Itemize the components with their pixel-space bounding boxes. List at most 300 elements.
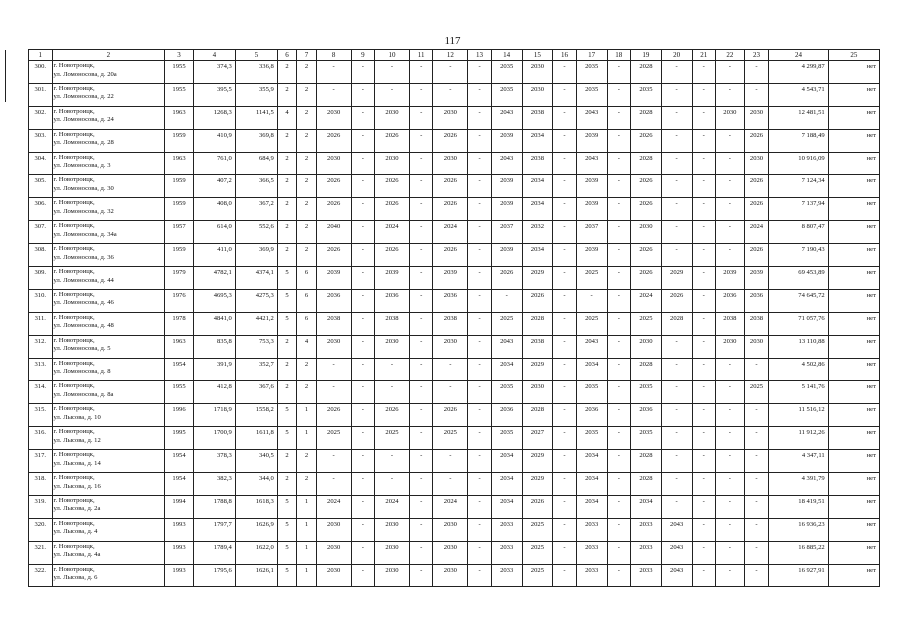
cell-col-10: 2025 <box>375 427 410 450</box>
cell-col-9: - <box>351 450 375 473</box>
cell-col-4: 378,3 <box>193 450 235 473</box>
cell-col-4: 382,3 <box>193 473 235 496</box>
cell-col-24: 69 453,89 <box>769 267 828 290</box>
address-cell <box>52 175 165 198</box>
cell-col-25: нет <box>828 175 879 198</box>
cell-col-5: 552,6 <box>235 221 277 244</box>
cell-col-6: 2 <box>277 198 296 221</box>
cell-col-24: 4 347,11 <box>769 450 828 473</box>
cell-col-18: - <box>607 541 631 564</box>
cell-col-10: 2030 <box>375 152 410 175</box>
cell-col-18: - <box>607 267 631 290</box>
row-number: 315. <box>29 404 53 427</box>
cell-col-7: 6 <box>297 289 316 312</box>
cell-col-24: 4 543,71 <box>769 83 828 106</box>
cell-col-3: 1954 <box>165 358 194 381</box>
column-header: 10 <box>375 50 410 61</box>
cell-col-6: 2 <box>277 221 296 244</box>
cell-col-10: 2026 <box>375 244 410 267</box>
cell-col-9: - <box>351 427 375 450</box>
cell-col-10: 2026 <box>375 129 410 152</box>
cell-col-6: 2 <box>277 129 296 152</box>
cell-col-22: 2030 <box>716 106 745 129</box>
cell-col-6: 2 <box>277 473 296 496</box>
cell-col-19: 2028 <box>631 152 662 175</box>
cell-col-20: - <box>661 427 692 450</box>
cell-col-22: - <box>716 152 745 175</box>
cell-col-16: - <box>553 244 577 267</box>
cell-col-9: - <box>351 61 375 84</box>
cell-col-3: 1954 <box>165 473 194 496</box>
cell-col-16: - <box>553 450 577 473</box>
cell-col-8: - <box>316 381 351 404</box>
cell-col-12: - <box>433 450 468 473</box>
row-number: 322. <box>29 564 53 587</box>
cell-col-9: - <box>351 289 375 312</box>
cell-col-21: - <box>692 404 716 427</box>
cell-col-4: 374,3 <box>193 61 235 84</box>
cell-col-15: 2026 <box>522 289 553 312</box>
cell-col-24: 4 299,87 <box>769 61 828 84</box>
cell-col-15: 2038 <box>522 106 553 129</box>
address-cell <box>52 198 165 221</box>
cell-col-9: - <box>351 129 375 152</box>
cell-col-17: 2039 <box>576 129 607 152</box>
row-number: 321. <box>29 541 53 564</box>
cell-col-13: - <box>468 404 492 427</box>
cell-col-8: 2026 <box>316 198 351 221</box>
address-street: ул. Ломоносова, д. 30 <box>53 184 114 192</box>
cell-col-17: 2034 <box>576 473 607 496</box>
cell-col-4: 410,9 <box>193 129 235 152</box>
cell-col-22: - <box>716 541 745 564</box>
cell-col-20: - <box>661 152 692 175</box>
cell-col-16: - <box>553 312 577 335</box>
cell-col-12: 2030 <box>433 518 468 541</box>
cell-col-21: - <box>692 244 716 267</box>
cell-col-7: 2 <box>297 83 316 106</box>
column-header: 18 <box>607 50 631 61</box>
cell-col-10: - <box>375 61 410 84</box>
table-row <box>29 541 880 564</box>
cell-col-9: - <box>351 473 375 496</box>
cell-col-7: 6 <box>297 312 316 335</box>
address-cell <box>52 427 165 450</box>
cell-col-20: - <box>661 198 692 221</box>
address-cell <box>52 106 165 129</box>
cell-col-11: - <box>409 495 433 518</box>
row-number: 300. <box>29 61 53 84</box>
cell-col-5: 753,3 <box>235 335 277 358</box>
cell-col-4: 1788,8 <box>193 495 235 518</box>
cell-col-21: - <box>692 129 716 152</box>
cell-col-11: - <box>409 106 433 129</box>
cell-col-8: - <box>316 61 351 84</box>
cell-col-9: - <box>351 541 375 564</box>
table-row <box>29 495 880 518</box>
cell-col-20: - <box>661 404 692 427</box>
column-header: 9 <box>351 50 375 61</box>
cell-col-6: 5 <box>277 404 296 427</box>
cell-col-18: - <box>607 564 631 587</box>
cell-col-13: - <box>468 198 492 221</box>
cell-col-20: - <box>661 495 692 518</box>
table-row <box>29 175 880 198</box>
address-city: г. Новотроицк, <box>53 84 95 92</box>
cell-col-18: - <box>607 289 631 312</box>
cell-col-16: - <box>553 129 577 152</box>
cell-col-20: - <box>661 450 692 473</box>
cell-col-19: 2024 <box>631 289 662 312</box>
cell-col-11: - <box>409 450 433 473</box>
cell-col-19: 2025 <box>631 312 662 335</box>
cell-col-8: 2025 <box>316 427 351 450</box>
cell-col-10: - <box>375 83 410 106</box>
cell-col-4: 1718,9 <box>193 404 235 427</box>
cell-col-3: 1959 <box>165 198 194 221</box>
cell-col-24: 18 419,51 <box>769 495 828 518</box>
cell-col-6: 5 <box>277 289 296 312</box>
cell-col-24: 16 885,22 <box>769 541 828 564</box>
row-number: 307. <box>29 221 53 244</box>
table-row <box>29 198 880 221</box>
cell-col-21: - <box>692 152 716 175</box>
cell-col-10: 2036 <box>375 289 410 312</box>
cell-col-17: 2034 <box>576 358 607 381</box>
address-city: г. Новотроицк, <box>53 199 95 207</box>
row-number: 311. <box>29 312 53 335</box>
cell-col-14: - <box>491 289 522 312</box>
address-city: г. Новотроицк, <box>53 153 95 161</box>
cell-col-18: - <box>607 83 631 106</box>
cell-col-10: 2030 <box>375 106 410 129</box>
address-street: ул. Лысова, д. 4 <box>53 528 98 536</box>
cell-col-8: 2024 <box>316 495 351 518</box>
cell-col-12: - <box>433 358 468 381</box>
cell-col-25: нет <box>828 495 879 518</box>
address-city: г. Новотроицк, <box>53 290 95 298</box>
cell-col-8: 2030 <box>316 335 351 358</box>
cell-col-21: - <box>692 450 716 473</box>
cell-col-20: 2043 <box>661 564 692 587</box>
cell-col-18: - <box>607 152 631 175</box>
cell-col-16: - <box>553 541 577 564</box>
cell-col-18: - <box>607 404 631 427</box>
cell-col-7: 1 <box>297 564 316 587</box>
table-row <box>29 312 880 335</box>
table-row <box>29 83 880 106</box>
cell-col-22: - <box>716 473 745 496</box>
cell-col-25: нет <box>828 358 879 381</box>
cell-col-24: 4 391,79 <box>769 473 828 496</box>
cell-col-6: 5 <box>277 564 296 587</box>
cell-col-12: 2025 <box>433 427 468 450</box>
cell-col-19: 2026 <box>631 198 662 221</box>
cell-col-11: - <box>409 518 433 541</box>
cell-col-13: - <box>468 61 492 84</box>
cell-col-10: 2030 <box>375 564 410 587</box>
cell-col-3: 1963 <box>165 106 194 129</box>
table-row <box>29 61 880 84</box>
cell-col-16: - <box>553 518 577 541</box>
row-number: 312. <box>29 335 53 358</box>
cell-col-7: 1 <box>297 427 316 450</box>
cell-col-9: - <box>351 358 375 381</box>
cell-col-4: 835,8 <box>193 335 235 358</box>
cell-col-19: 2036 <box>631 404 662 427</box>
address-cell <box>52 518 165 541</box>
cell-col-5: 352,7 <box>235 358 277 381</box>
cell-col-15: 2030 <box>522 61 553 84</box>
cell-col-23: - <box>744 473 769 496</box>
row-number: 318. <box>29 473 53 496</box>
row-number: 314. <box>29 381 53 404</box>
column-header: 5 <box>235 50 277 61</box>
cell-col-23: 2024 <box>744 221 769 244</box>
cell-col-14: 2035 <box>491 61 522 84</box>
cell-col-3: 1963 <box>165 152 194 175</box>
cell-col-25: нет <box>828 312 879 335</box>
cell-col-11: - <box>409 381 433 404</box>
cell-col-14: 2043 <box>491 152 522 175</box>
row-number: 304. <box>29 152 53 175</box>
cell-col-10: 2026 <box>375 404 410 427</box>
column-header: 20 <box>661 50 692 61</box>
cell-col-6: 2 <box>277 381 296 404</box>
row-number: 303. <box>29 129 53 152</box>
cell-col-7: 2 <box>297 381 316 404</box>
cell-col-13: - <box>468 221 492 244</box>
cell-col-12: 2024 <box>433 495 468 518</box>
cell-col-21: - <box>692 312 716 335</box>
cell-col-15: 2026 <box>522 495 553 518</box>
address-street: ул. Ломоносова, д. 46 <box>53 299 114 307</box>
cell-col-11: - <box>409 473 433 496</box>
table-row <box>29 518 880 541</box>
cell-col-22: - <box>716 564 745 587</box>
cell-col-11: - <box>409 541 433 564</box>
cell-col-8: 2030 <box>316 564 351 587</box>
row-number: 301. <box>29 83 53 106</box>
column-header: 16 <box>553 50 577 61</box>
cell-col-18: - <box>607 175 631 198</box>
cell-col-5: 4275,3 <box>235 289 277 312</box>
cell-col-6: 2 <box>277 83 296 106</box>
row-number: 320. <box>29 518 53 541</box>
cell-col-13: - <box>468 312 492 335</box>
row-number: 306. <box>29 198 53 221</box>
cell-col-22: - <box>716 358 745 381</box>
row-number: 317. <box>29 450 53 473</box>
cell-col-24: 11 516,12 <box>769 404 828 427</box>
cell-col-21: - <box>692 175 716 198</box>
cell-col-16: - <box>553 427 577 450</box>
column-header: 13 <box>468 50 492 61</box>
column-header: 19 <box>631 50 662 61</box>
cell-col-6: 2 <box>277 450 296 473</box>
cell-col-19: 2026 <box>631 267 662 290</box>
cell-col-10: 2026 <box>375 198 410 221</box>
cell-col-12: 2030 <box>433 564 468 587</box>
column-header: 22 <box>716 50 745 61</box>
cell-col-13: - <box>468 335 492 358</box>
row-number: 310. <box>29 289 53 312</box>
address-cell <box>52 381 165 404</box>
address-city: г. Новотроицк, <box>53 222 95 230</box>
cell-col-12: - <box>433 83 468 106</box>
cell-col-5: 1622,0 <box>235 541 277 564</box>
cell-col-12: 2026 <box>433 244 468 267</box>
cell-col-18: - <box>607 381 631 404</box>
cell-col-21: - <box>692 541 716 564</box>
cell-col-17: 2033 <box>576 564 607 587</box>
cell-col-7: 1 <box>297 495 316 518</box>
cell-col-25: нет <box>828 61 879 84</box>
cell-col-25: нет <box>828 564 879 587</box>
table-row <box>29 221 880 244</box>
cell-col-23: - <box>744 450 769 473</box>
address-cell <box>52 221 165 244</box>
cell-col-24: 16 927,91 <box>769 564 828 587</box>
cell-col-20: - <box>661 381 692 404</box>
address-city: г. Новотроицк, <box>53 474 95 482</box>
cell-col-19: 2035 <box>631 381 662 404</box>
cell-col-24: 12 481,51 <box>769 106 828 129</box>
cell-col-13: - <box>468 267 492 290</box>
cell-col-5: 1611,8 <box>235 427 277 450</box>
cell-col-5: 1558,2 <box>235 404 277 427</box>
table-row <box>29 450 880 473</box>
cell-col-23: - <box>744 427 769 450</box>
cell-col-4: 1795,6 <box>193 564 235 587</box>
cell-col-14: 2033 <box>491 564 522 587</box>
cell-col-7: 2 <box>297 152 316 175</box>
address-street: ул. Ломоносова, д. 28 <box>53 139 114 147</box>
cell-col-11: - <box>409 358 433 381</box>
address-street: ул. Лысова, д. 12 <box>53 436 101 444</box>
cell-col-14: 2026 <box>491 267 522 290</box>
cell-col-24: 8 807,47 <box>769 221 828 244</box>
cell-col-8: 2040 <box>316 221 351 244</box>
cell-col-9: - <box>351 83 375 106</box>
cell-col-14: 2043 <box>491 106 522 129</box>
column-header: 6 <box>277 50 296 61</box>
table-row <box>29 381 880 404</box>
cell-col-15: 2025 <box>522 564 553 587</box>
cell-col-22: 2030 <box>716 335 745 358</box>
cell-col-6: 5 <box>277 495 296 518</box>
cell-col-20: - <box>661 106 692 129</box>
cell-col-16: - <box>553 473 577 496</box>
cell-col-13: - <box>468 289 492 312</box>
address-city: г. Новотроицк, <box>53 565 95 573</box>
cell-col-23: 2025 <box>744 381 769 404</box>
cell-col-7: 2 <box>297 221 316 244</box>
cell-col-15: 2034 <box>522 175 553 198</box>
cell-col-5: 369,9 <box>235 244 277 267</box>
cell-col-15: 2029 <box>522 473 553 496</box>
cell-col-24: 7 190,43 <box>769 244 828 267</box>
cell-col-8: 2036 <box>316 289 351 312</box>
cell-col-22: - <box>716 427 745 450</box>
cell-col-20: - <box>661 335 692 358</box>
cell-col-24: 7 124,34 <box>769 175 828 198</box>
cell-col-25: нет <box>828 129 879 152</box>
column-header: 4 <box>193 50 235 61</box>
cell-col-20: - <box>661 221 692 244</box>
cell-col-19: 2028 <box>631 106 662 129</box>
address-city: г. Новотроицк, <box>53 268 95 276</box>
cell-col-5: 344,0 <box>235 473 277 496</box>
address-city: г. Новотроицк, <box>53 107 95 115</box>
cell-col-19: 2028 <box>631 358 662 381</box>
cell-col-25: нет <box>828 404 879 427</box>
table-row <box>29 289 880 312</box>
address-street: ул. Ломоносова, д. 8а <box>53 390 114 398</box>
cell-col-12: 2026 <box>433 198 468 221</box>
cell-col-16: - <box>553 381 577 404</box>
cell-col-24: 11 912,26 <box>769 427 828 450</box>
cell-col-20: - <box>661 358 692 381</box>
cell-col-4: 411,0 <box>193 244 235 267</box>
cell-col-24: 4 502,86 <box>769 358 828 381</box>
cell-col-10: - <box>375 473 410 496</box>
cell-col-11: - <box>409 83 433 106</box>
cell-col-11: - <box>409 289 433 312</box>
cell-col-9: - <box>351 564 375 587</box>
cell-col-11: - <box>409 61 433 84</box>
cell-col-13: - <box>468 473 492 496</box>
cell-col-23: 2036 <box>744 289 769 312</box>
cell-col-5: 4374,1 <box>235 267 277 290</box>
cell-col-18: - <box>607 518 631 541</box>
address-city: г. Новотроицк, <box>53 245 95 253</box>
cell-col-13: - <box>468 427 492 450</box>
table-row <box>29 473 880 496</box>
cell-col-16: - <box>553 152 577 175</box>
column-header: 7 <box>297 50 316 61</box>
address-cell <box>52 312 165 335</box>
cell-col-19: 2035 <box>631 427 662 450</box>
cell-col-5: 684,9 <box>235 152 277 175</box>
cell-col-12: 2039 <box>433 267 468 290</box>
column-header: 14 <box>491 50 522 61</box>
cell-col-10: - <box>375 381 410 404</box>
cell-col-16: - <box>553 404 577 427</box>
cell-col-7: 2 <box>297 450 316 473</box>
cell-col-17: 2037 <box>576 221 607 244</box>
cell-col-20: 2026 <box>661 289 692 312</box>
cell-col-15: 2032 <box>522 221 553 244</box>
cell-col-25: нет <box>828 289 879 312</box>
address-city: г. Новотроицк, <box>53 496 95 504</box>
address-street: ул. Ломоносова, д. 24 <box>53 116 114 124</box>
row-number: 305. <box>29 175 53 198</box>
address-cell <box>52 495 165 518</box>
address-street: ул. Ломоносова, д. 34а <box>53 230 117 238</box>
cell-col-9: - <box>351 335 375 358</box>
cell-col-14: 2025 <box>491 312 522 335</box>
column-header: 21 <box>692 50 716 61</box>
column-header: 25 <box>828 50 879 61</box>
cell-col-20: 2028 <box>661 312 692 335</box>
cell-col-11: - <box>409 152 433 175</box>
cell-col-19: 2028 <box>631 473 662 496</box>
row-number: 302. <box>29 106 53 129</box>
cell-col-23: - <box>744 541 769 564</box>
cell-col-23: - <box>744 358 769 381</box>
cell-col-5: 1626,9 <box>235 518 277 541</box>
